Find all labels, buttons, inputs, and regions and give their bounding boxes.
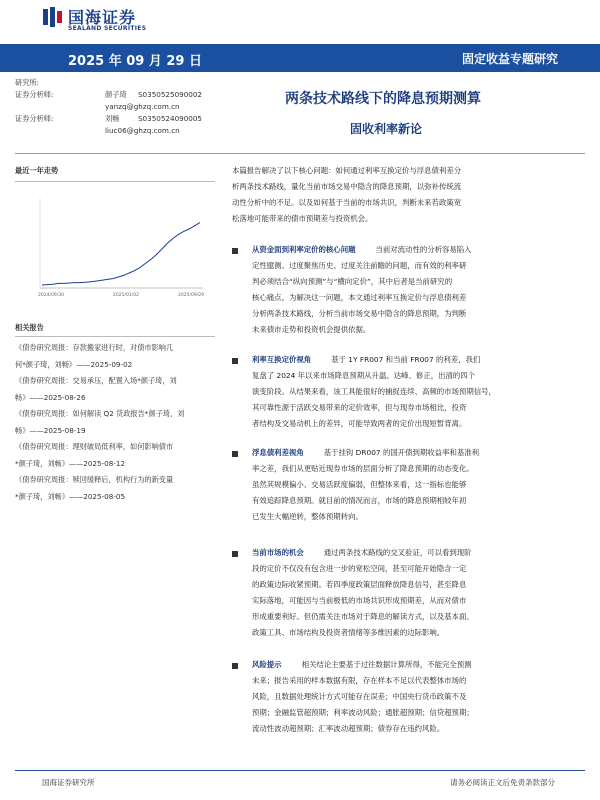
section-title: 利率互换定价视角 (252, 355, 312, 364)
related-item-line: *颜子琦，刘畅》——2025-08-05 (15, 491, 126, 501)
bullet-square (232, 451, 238, 457)
section-line: 复盘了 2024 年以来市场降息预期从升温、达峰、修正，出清的四个 (252, 371, 476, 380)
section-line: 实际落地，可能因与当前极低的市场共识形成预期差，从而对债市 (252, 596, 467, 605)
section-line: 的政策边际收紧预期。若四季度政策层面释放降息信号，甚至降息 (252, 580, 467, 589)
bullet-square (232, 248, 238, 254)
x-tick-label: 2024/09/30 (38, 293, 64, 298)
bullet-square (232, 358, 238, 364)
related-item-line: 《债券研究周报：理财破局低利率，如何影响债市 (15, 442, 174, 451)
footer-right: 请务必阅读正文后免责条款部分 (450, 778, 555, 787)
section-line: 通过两条技术路线的交叉验证，可以看到现阶 (323, 548, 472, 557)
analyst-email[interactable]: yanzq@ghzq.com.cn (105, 102, 180, 111)
report-date: 2025 年 09 月 29 日 (68, 54, 202, 69)
report-type: 固定收益专题研究 (461, 52, 558, 66)
analyst-cert: S0350525090002 (138, 90, 203, 99)
section-line: 形成重要利好。但仍需关注市场对于降息的解读方式，以及基本面、 (252, 612, 474, 621)
analyst-email[interactable]: liuc06@ghzq.com.cn (105, 126, 180, 135)
x-tick-label: 2025/01/02 (113, 293, 139, 298)
section-line: 已发生大幅逆转，整体预期转向。 (252, 512, 363, 521)
section-line: 当前对流动性的分析容易陷入 (375, 245, 472, 254)
section-line: 分析两条技术路线，分析当前市场交易中隐含的降息预期，为判断 (252, 309, 467, 318)
bullet-square (232, 663, 238, 669)
analyst-name: 刘畅 (105, 114, 120, 123)
logo-cn: 国海证券 (68, 8, 137, 27)
section-line: 者结构及交易动机上的差异，可能导致两者的定价出现短暂背离。 (252, 419, 467, 428)
section-paragraph (252, 242, 567, 338)
related-heading: 相关报告 (15, 323, 44, 332)
section-line: 未来债市走势和投资机会提供依据。 (252, 325, 371, 334)
trend-chart (38, 193, 208, 298)
x-tick-label: 2025/09/29 (178, 293, 204, 298)
section-title: 浮息债利差视角 (252, 448, 304, 457)
section-line: 判必须结合“纵向预测”与“横向定价”，其中后者是当前研究的 (252, 277, 453, 286)
related-item[interactable] (15, 439, 215, 472)
section-line: 有效追踪降息预期。就目前的情况而言，市场的降息预期相较年初 (252, 496, 467, 505)
section-paragraph (252, 445, 567, 525)
analyst-heading: 研究所: (15, 78, 39, 87)
related-list (15, 340, 215, 505)
analyst-role: 证券分析师: (15, 90, 54, 99)
section-line: 虽然其规模偏小、交易活跃度偏弱，但整体来看，这一指标也能够 (252, 480, 467, 489)
related-item-line: 何*颜子琦，刘畅》——2025-09-02 (15, 359, 133, 369)
report-subtitle: 固收利率新论 (350, 122, 423, 136)
section-title: 当前市场的机会 (252, 548, 304, 557)
section-line: 未来；报告采用的样本数据有限，存在样本不足以代表整体市场的 (252, 676, 467, 685)
intro-line: 松落地可能带来的债市预期差与投资机会。 (232, 214, 373, 223)
analyst-block (15, 77, 215, 137)
related-item[interactable] (15, 373, 215, 406)
trend-line (42, 223, 200, 285)
section-line: 政策工具、市场结构及投资者情绪等多维因素的边际影响。 (252, 628, 445, 637)
footer-divider (15, 770, 585, 771)
section-paragraph (252, 545, 567, 641)
section-line: 核心痛点。为解决这一问题，本文通过利率互换定价与浮息债利差 (252, 293, 467, 302)
divider (15, 181, 215, 182)
related-item[interactable] (15, 472, 215, 505)
section-title: 风险提示 (252, 660, 282, 669)
header-bar (0, 44, 600, 72)
section-line: 流动性波动超预期；汇率波动超预期；债券存在违约风险。 (252, 724, 445, 733)
section-title: 从资金面到利率定价的核心问题 (252, 245, 356, 254)
footer-left: 国海证券研究所 (42, 778, 95, 787)
intro-paragraph (232, 163, 567, 227)
section-paragraph (252, 352, 567, 432)
section-line: 风险，且数据处理统计方式可能存在误差；中国央行货币政策不及 (252, 692, 467, 701)
section-line: 演变阶段。从结果来看，该工具能很好的捕捉连续、高频的市场预期信号， (252, 387, 496, 396)
related-item[interactable] (15, 340, 215, 373)
analyst-row (15, 125, 215, 137)
logo-mark-icon (42, 6, 64, 28)
bullet-square (232, 551, 238, 557)
related-item-line: 畅》——2025-08-26 (15, 392, 86, 402)
trend-label: 最近一年走势 (15, 166, 59, 175)
analyst-row (15, 113, 215, 125)
related-item-line: 畅》——2025-08-19 (15, 425, 86, 435)
section-line: 基于挂钩 DR007 的国开债到期收益率和基准利 (323, 448, 480, 457)
intro-line: 动性分析中的不足。以及如何基于当前的市场共识，判断未来若政策宽 (232, 198, 462, 207)
section-paragraph (252, 657, 567, 737)
related-item-line: 《债券研究周报：交易承压，配置入场*颜子琦，刘 (15, 376, 177, 385)
related-item-line: *颜子琦，刘畅》——2025-08-12 (15, 458, 126, 468)
section-line: 预期；金融监管超预期；利率波动风险；通胀超预期；信贷超预期； (252, 708, 474, 717)
analyst-role: 证券分析师: (15, 114, 54, 123)
logo-en: SEALAND SECURITIES (68, 25, 147, 32)
report-title: 两条技术路线下的降息预期测算 (285, 91, 481, 107)
analyst-row (15, 101, 215, 113)
intro-line: 本篇报告解决了以下核心问题：如何通过利率互换定价与浮息债利差分 (232, 166, 462, 175)
intro-line: 析两条技术路线，量化当前市场交易中隐含的降息预期，以弥补传统流 (232, 182, 462, 191)
divider (15, 336, 215, 337)
related-item[interactable] (15, 406, 215, 439)
company-logo (42, 4, 172, 38)
related-item-line: 《债券研究周报：存款搬家进行时，对债市影响几 (15, 343, 174, 352)
related-item-line: 《债券研究周报：赎回缓释后，机构行为的新变量 (15, 475, 174, 484)
analyst-row (15, 89, 215, 101)
related-item-line: 《债券研究周报：如何解读 Q2 货政报告*颜子琦，刘 (15, 409, 185, 418)
divider (15, 153, 585, 154)
section-line: 段的定价不仅没有包含进一步的宽松空间，甚至可能开始隐含一定 (252, 564, 467, 573)
analyst-cert: S0350524090005 (138, 114, 203, 123)
section-line: 其可靠性源于活跃交易带来的定价效率，但与现券市场相比，投资 (252, 403, 467, 412)
section-line: 基于 1Y FR007 和当前 FR007 的利差，我们 (331, 355, 481, 364)
section-line: 定性臆测、过度聚焦历史、过度关注前瞻的问题，而有效的利率研 (252, 261, 467, 270)
section-line: 相关结论主要基于过往数据计算所得，不能完全预测 (301, 660, 472, 669)
analyst-name: 颜子琦 (105, 90, 127, 99)
section-line: 率之差，我们从更贴近现券市场的层面分析了降息预期的动态变化。 (252, 464, 474, 473)
